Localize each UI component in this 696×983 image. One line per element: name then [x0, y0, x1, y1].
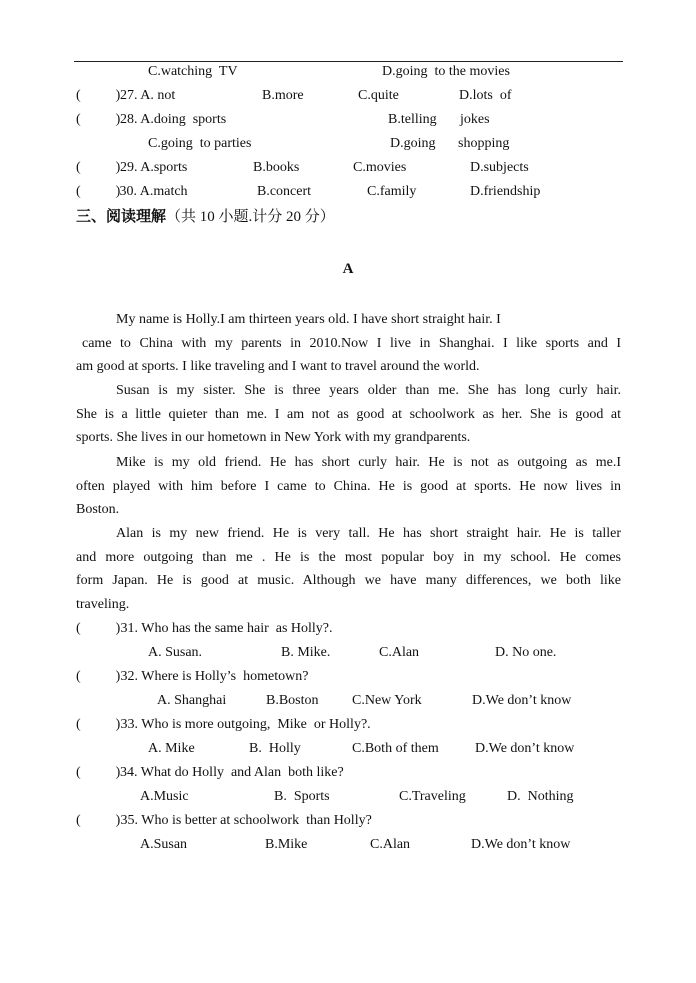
q32-option-b: B.Boston [266, 693, 319, 708]
q30-option-b: B.concert [257, 184, 312, 199]
q31-stem: 31. Who has the same hair as Holly?. [117, 621, 333, 636]
section-heading [76, 209, 335, 225]
q33-option-c: C.Both of them [352, 741, 439, 756]
q29-option-c: C.movies [353, 160, 407, 175]
paragraph-2 [76, 379, 621, 450]
paragraph-line: She is a little quieter than me. I am not as good at schoolwork as her. She is good at [76, 406, 621, 422]
q30-stem: 30. A.match [116, 184, 188, 199]
q27-stem: 27. A. not [120, 88, 176, 103]
q28-option-b-cont: jokes [460, 112, 490, 127]
q28-option-d: D.going [390, 136, 436, 151]
q32-option-d: D.We don’t know [472, 693, 572, 708]
q35-option-b: B.Mike [265, 837, 308, 852]
q33-option-d: D.We don’t know [475, 741, 575, 756]
paragraph-line: Mike is my old friend. He has short curly hair. He is not as outgoing as me.I [116, 455, 621, 470]
q35-option-c: C.Alan [370, 837, 411, 852]
q32-option-c: C.New York [352, 693, 422, 708]
paragraph-line: am good at sports. I like traveling and I want to travel around the world. [76, 359, 480, 375]
q33-option-a: A. Mike [148, 741, 195, 756]
q26-option-c: C.watching TV [148, 64, 238, 79]
q35-option-a: A.Susan [140, 837, 188, 852]
q34-stem: 34. What do Holly and Alan both like? [120, 765, 344, 780]
q35-option-d: D.We don’t know [471, 837, 571, 852]
paragraph-line: Susan is my sister. She is three years older than me. She has long curly hair. [116, 383, 621, 398]
paragraph-line: form Japan. He is good at music. Although we have many differences, we both like [76, 573, 621, 589]
q34-option-a: A.Music [140, 789, 189, 804]
q34-option-c: C.Traveling [399, 789, 466, 804]
paragraph-1 [76, 308, 621, 379]
q32-answer-blank: ( ) [76, 669, 121, 684]
paragraph-line: came to China with my parents in 2010.Now I live in Shanghai. I like sports and I [82, 335, 621, 351]
q28-answer-blank: ( ) [76, 112, 121, 127]
q29-stem: 29. A.sports [120, 160, 188, 175]
paragraph-line: often played with him before I came to China. He is good at sports. He now lives in [76, 478, 621, 494]
q31-option-a: A. Susan. [148, 645, 203, 660]
paragraph-line: My name is Holly.I am thirteen years old. I have short straight hair. I [116, 312, 501, 327]
q31-option-c: C.Alan [379, 645, 420, 660]
q30-option-c: C.family [367, 184, 417, 199]
q29-option-b: B.books [253, 160, 300, 175]
paragraph-line: sports. She lives in our hometown in New York with my grandparents. [76, 430, 471, 446]
header-rule [74, 61, 623, 62]
q33-answer-blank: ( ) [76, 717, 121, 732]
q32-option-a: A. Shanghai [157, 693, 227, 708]
q27-option-d: D.lots of [459, 88, 512, 103]
paragraph-line: Alan is my new friend. He is very tall. He has short straight hair. He is taller [116, 526, 621, 541]
q35-answer-blank: ( ) [76, 813, 121, 828]
q35-stem: 35. Who is better at schoolwork than Holly? [117, 813, 372, 828]
q29-answer-blank: ( ) [76, 160, 121, 175]
passage-title: A [342, 261, 354, 277]
section-score-note: （共 10 小题.计分 20 分） [166, 209, 335, 225]
q33-option-b: B. Holly [249, 741, 301, 756]
q27-option-c: C.quite [358, 88, 399, 103]
q28-option-d-cont: shopping [458, 136, 510, 151]
q28-stem: 28. A.doing sports [120, 112, 227, 127]
q34-option-d: D. Nothing [507, 789, 574, 804]
q31-answer-blank: ( ) [76, 621, 121, 636]
q30-option-d: D.friendship [470, 184, 541, 199]
paragraph-line: Boston. [76, 502, 120, 518]
q30-answer-blank: ( ) [76, 184, 121, 199]
q31-option-b: B. Mike. [281, 645, 331, 660]
q27-answer-blank: ( ) [76, 88, 121, 103]
paragraph-4 [76, 522, 621, 617]
q28-option-c: C.going to parties [148, 136, 252, 151]
paragraph-line: traveling. [76, 597, 130, 613]
paragraph-3 [76, 451, 621, 522]
q27-option-b: B.more [262, 88, 304, 103]
paragraph-line: and more outgoing than me . He is the most popular boy in my school. He comes [76, 549, 621, 565]
q34-option-b: B. Sports [274, 789, 330, 804]
q31-option-d: D. No one. [495, 645, 557, 660]
section-title: 三、阅读理解 [76, 207, 167, 225]
q28-option-b: B.telling [388, 112, 437, 127]
q32-stem: 32. Where is Holly’s hometown? [117, 669, 309, 684]
q29-option-d: D.subjects [470, 160, 529, 175]
q34-answer-blank: ( ) [76, 765, 121, 780]
q33-stem: 33. Who is more outgoing, Mike or Holly?. [117, 717, 371, 732]
q26-option-d: D.going to the movies [382, 64, 510, 79]
